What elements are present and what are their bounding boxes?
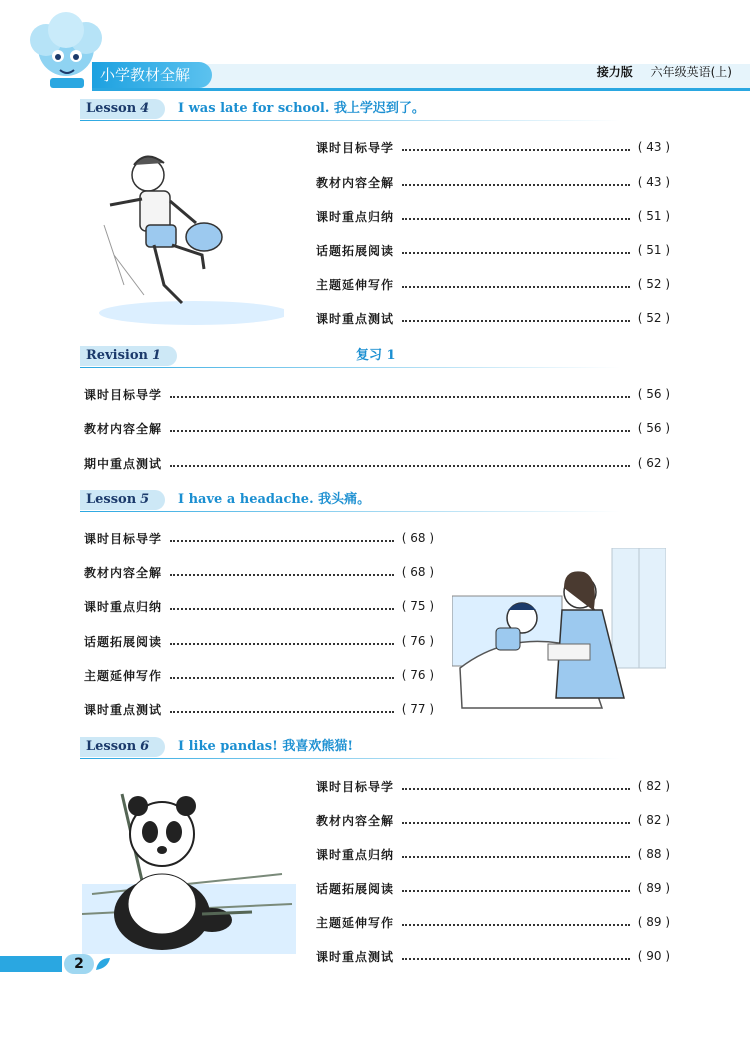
illustration-headache <box>452 548 666 718</box>
toc-page: ( 82 ) <box>637 779 670 793</box>
toc-row[interactable] <box>316 912 670 932</box>
toc-page: ( 68 ) <box>401 531 434 545</box>
section-tab: Lesson 5 <box>80 490 165 510</box>
section-tab: Revision 1 <box>80 346 177 366</box>
illustration-late-boy <box>84 135 284 325</box>
brand-title: 小学教材全解 <box>92 62 212 88</box>
section-title: I like pandas! 我喜欢熊猫! <box>178 739 354 754</box>
edition-label: 接力版 <box>596 65 633 79</box>
section-title: I was late for school. 我上学迟到了。 <box>178 101 425 116</box>
toc-label: 课时重点归纳 <box>84 599 163 614</box>
toc-row[interactable] <box>316 206 670 226</box>
section-title: I have a headache. 我头痛。 <box>178 492 371 507</box>
book-info <box>597 63 732 80</box>
toc-label: 话题拓展阅读 <box>316 881 395 896</box>
toc-label: 课时重点归纳 <box>316 847 395 862</box>
toc-page: ( 52 ) <box>637 277 670 291</box>
toc-row[interactable] <box>316 274 670 294</box>
toc-row[interactable] <box>84 631 434 651</box>
illustration-panda <box>82 784 296 954</box>
section-header-lesson-6 <box>80 737 750 759</box>
toc-row[interactable] <box>84 418 670 438</box>
page-footer <box>0 954 750 974</box>
toc-label: 主题延伸写作 <box>316 277 395 292</box>
toc-page: ( 88 ) <box>637 847 670 861</box>
header-rule <box>92 88 750 91</box>
toc-label: 话题拓展阅读 <box>84 634 163 649</box>
toc-row[interactable] <box>84 453 670 473</box>
toc-page: ( 51 ) <box>637 243 670 257</box>
toc-label: 主题延伸写作 <box>316 915 395 930</box>
section-tab: Lesson 6 <box>80 737 165 757</box>
toc-label: 主题延伸写作 <box>84 668 163 683</box>
toc-page: ( 89 ) <box>637 915 670 929</box>
toc-page: ( 76 ) <box>401 668 434 682</box>
leaf-icon <box>94 956 112 972</box>
toc-page: ( 43 ) <box>637 175 670 189</box>
toc-page: ( 52 ) <box>637 311 670 325</box>
toc-page: ( 56 ) <box>637 421 670 435</box>
toc-row[interactable] <box>84 384 670 404</box>
toc-row[interactable] <box>316 776 670 796</box>
book-label: 六年级英语(上) <box>650 65 732 79</box>
toc-label: 课时重点测试 <box>316 949 395 964</box>
toc-page: ( 56 ) <box>637 387 670 401</box>
toc-label: 课时目标导学 <box>316 779 395 794</box>
toc-label: 课时重点归纳 <box>316 209 395 224</box>
toc-label: 课时目标导学 <box>84 531 163 546</box>
page-number: 2 <box>64 954 94 974</box>
toc-page: ( 43 ) <box>637 140 670 154</box>
toc-page: ( 76 ) <box>401 634 434 648</box>
section-header-lesson-5 <box>80 490 750 512</box>
toc-row[interactable] <box>316 844 670 864</box>
toc-label: 期中重点测试 <box>84 456 163 471</box>
toc-label: 课时重点测试 <box>316 311 395 326</box>
toc-row[interactable] <box>316 878 670 898</box>
toc-page: ( 62 ) <box>637 456 670 470</box>
toc-row[interactable] <box>316 810 670 830</box>
toc-page: ( 68 ) <box>401 565 434 579</box>
toc-page: ( 90 ) <box>637 949 670 963</box>
toc-row[interactable] <box>84 562 434 582</box>
toc-page: ( 51 ) <box>637 209 670 223</box>
toc-label: 话题拓展阅读 <box>316 243 395 258</box>
toc-row[interactable] <box>84 665 434 685</box>
toc-label: 教材内容全解 <box>316 175 395 190</box>
toc-label: 课时重点测试 <box>84 702 163 717</box>
toc-page: ( 77 ) <box>401 702 434 716</box>
section-tab: Lesson 4 <box>80 99 165 119</box>
toc-row[interactable] <box>84 699 434 719</box>
toc-label: 课时目标导学 <box>316 140 395 155</box>
section-header-lesson-4 <box>80 99 750 121</box>
toc-row[interactable] <box>84 528 434 548</box>
toc-label: 课时目标导学 <box>84 387 163 402</box>
toc-page: ( 82 ) <box>637 813 670 827</box>
toc-row[interactable] <box>316 308 670 328</box>
toc-row[interactable] <box>316 172 670 192</box>
toc-page: ( 75 ) <box>401 599 434 613</box>
section-title: 复习 1 <box>356 348 396 363</box>
toc-label: 教材内容全解 <box>316 813 395 828</box>
toc-row[interactable] <box>84 596 434 616</box>
toc-label: 教材内容全解 <box>84 565 163 580</box>
toc-label: 教材内容全解 <box>84 421 163 436</box>
toc-page: ( 89 ) <box>637 881 670 895</box>
toc-row[interactable] <box>316 137 670 157</box>
toc-row[interactable] <box>316 240 670 260</box>
section-header-revision-1 <box>80 346 750 368</box>
